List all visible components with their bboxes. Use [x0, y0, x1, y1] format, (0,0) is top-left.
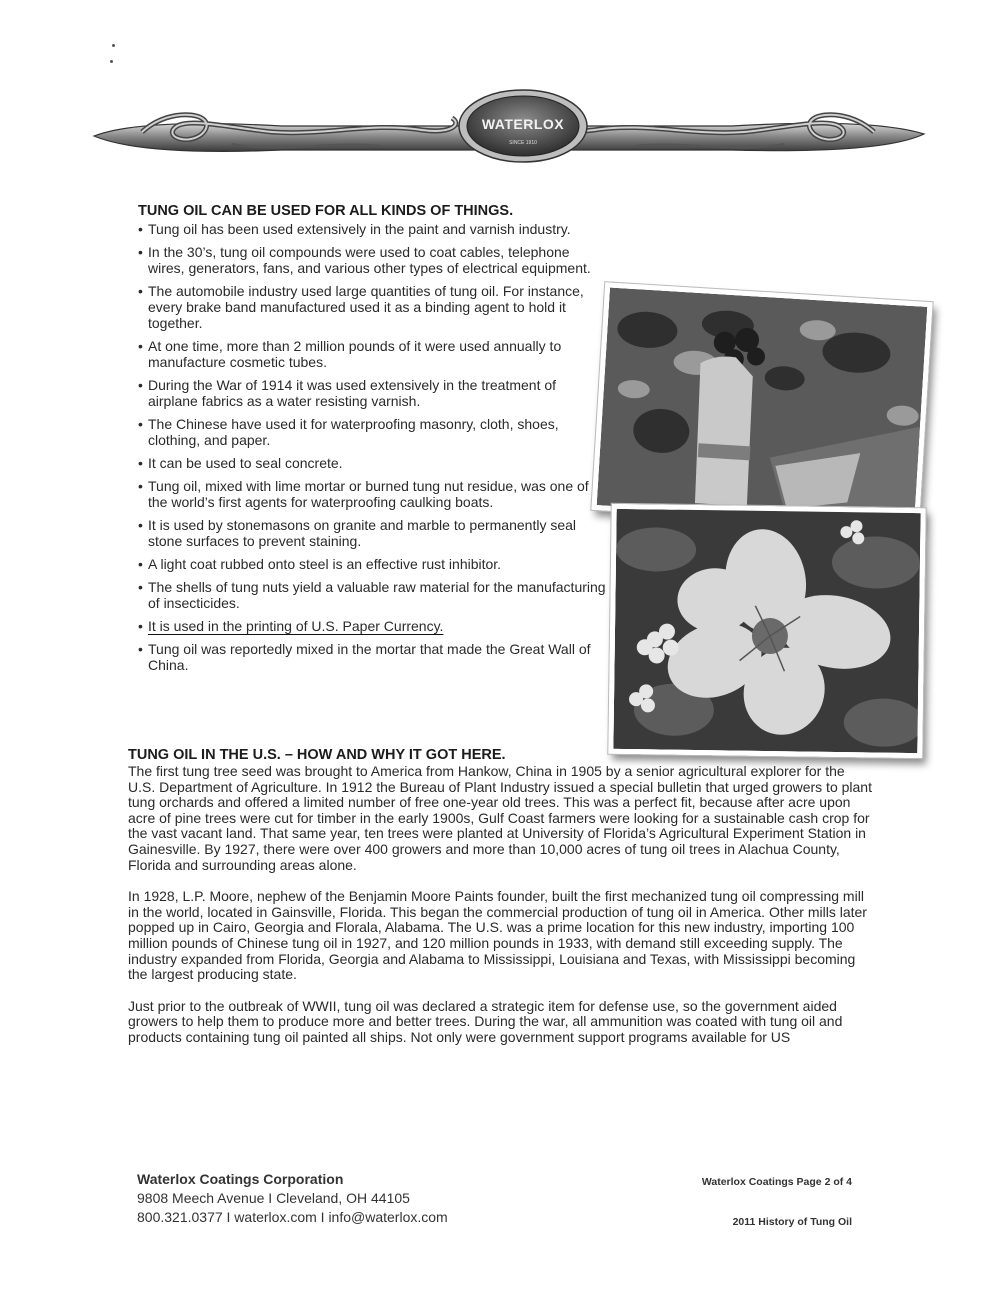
- tung-nut-photo: [591, 282, 932, 530]
- list-item: • Tung oil, mixed with lime mortar or burned tung nut residue, was one of the world’s first agents for waterproofing caulking boats.: [138, 478, 608, 510]
- document-title: 2011 History of Tung Oil: [732, 1216, 852, 1228]
- uses-section: [138, 202, 608, 680]
- footer-page-info: [702, 1176, 852, 1228]
- company-address: 9808 Meech Avenue I Cleveland, OH 44105: [137, 1190, 410, 1206]
- list-item: • In the 30’s, tung oil compounds were used to coat cables, telephone wires, generators, fans, and various other types of electrical equipment.: [138, 244, 608, 276]
- tung-flower-photo: [608, 504, 925, 758]
- list-item: • The shells of tung nuts yield a valuable raw material for the manufacturing of insecticides.: [138, 579, 608, 611]
- list-item: • During the War of 1914 it was used extensively in the treatment of airplane fabrics as a water resisting varnish.: [138, 377, 608, 409]
- footer-contact: [137, 1170, 448, 1227]
- history-section: [128, 746, 873, 1062]
- company-contact: 800.321.0377 I waterlox.com I info@waterlox.com: [137, 1209, 448, 1225]
- list-item: • A light coat rubbed onto steel is an effective rust inhibitor.: [138, 556, 608, 572]
- list-item: • The Chinese have used it for waterproofing masonry, cloth, shoes, clothing, and paper.: [138, 416, 608, 448]
- scan-speck: [110, 60, 113, 63]
- page-number: Waterlox Coatings Page 2 of 4: [701, 1176, 852, 1188]
- history-heading: TUNG OIL IN THE U.S. – HOW AND WHY IT GOT HERE.: [128, 747, 506, 763]
- uses-heading: TUNG OIL CAN BE USED FOR ALL KINDS OF THINGS.: [138, 203, 514, 219]
- list-item: • The automobile industry used large quantities of tung oil. For instance, every brake band manufactured used it as a binding agent to hold it together.: [138, 283, 608, 331]
- list-item: • Tung oil was reportedly mixed in the mortar that made the Great Wall of China.: [138, 641, 608, 673]
- list-item-underlined: • It is used in the printing of U.S. Paper Currency.: [138, 618, 608, 634]
- history-paragraph: In 1928, L.P. Moore, nephew of the Benjamin Moore Paints founder, built the first mechanized tung oil compressing mill in the world, located in Gainsville, Florida. This began the commercial production of tung oil in America. Other mills later popped up in Cairo, Georgia and Florala, Alabama. The U.S. was a prime location for this new industry, importing 100 million pounds of Chinese tung oil in 1927, and 120 million pounds in 1933, with demand still exceeding supply. The industry expanded from Florida, Georgia and Alabama to Mississippi, Louisiana and Texas, with Mississippi becoming the largest producing state.: [128, 888, 867, 983]
- history-paragraph: Just prior to the outbreak of WWII, tung oil was declared a strategic item for defense use, so the government aided growers to help them to produce more and better trees. During the war, all ammunition was coated with tung oil and products containing tung oil painted all ships. Not only were government support programs available for US: [128, 997, 843, 1045]
- history-paragraph: The first tung tree seed was brought to America from Hankow, China in 1905 by a senior agricultural explorer for the U.S. Department of Agriculture. In 1912 the Bureau of Plant Industry issued a special bulletin that urged growers to plant tung orchards and offered a limited number of free one-year old trees. This was a perfect fit, because after acre upon acre of pine trees were cut for timber in the early 1900s, Gulf Coast farmers were looking for a sustainable cash crop for the vast vacant land. That same year, ten trees were planted at University of Florida’s Agricultural Experiment Station in Gainesville. By 1927, there were over 400 growers and more than 10,000 acres of tung oil trees in Alachua County, Florida and surrounding areas alone.: [128, 763, 872, 873]
- list-item: • Tung oil has been used extensively in the paint and varnish industry.: [138, 221, 608, 237]
- logo-subtext: SINCE 1910: [509, 140, 537, 146]
- scan-speck: [112, 44, 115, 47]
- waterlox-banner: [82, 84, 934, 178]
- logo-text: WATERLOX: [481, 116, 565, 132]
- ornamental-scroll-logo: [82, 84, 934, 178]
- list-item: • At one time, more than 2 million pounds of it were used annually to manufacture cosmetic tubes.: [138, 338, 608, 370]
- uses-list: [138, 221, 608, 673]
- company-name: Waterlox Coatings Corporation: [137, 1171, 344, 1187]
- list-item: • It can be used to seal concrete.: [138, 455, 608, 471]
- list-item: • It is used by stonemasons on granite and marble to permanently seal stone surfaces to prevent staining.: [138, 517, 608, 549]
